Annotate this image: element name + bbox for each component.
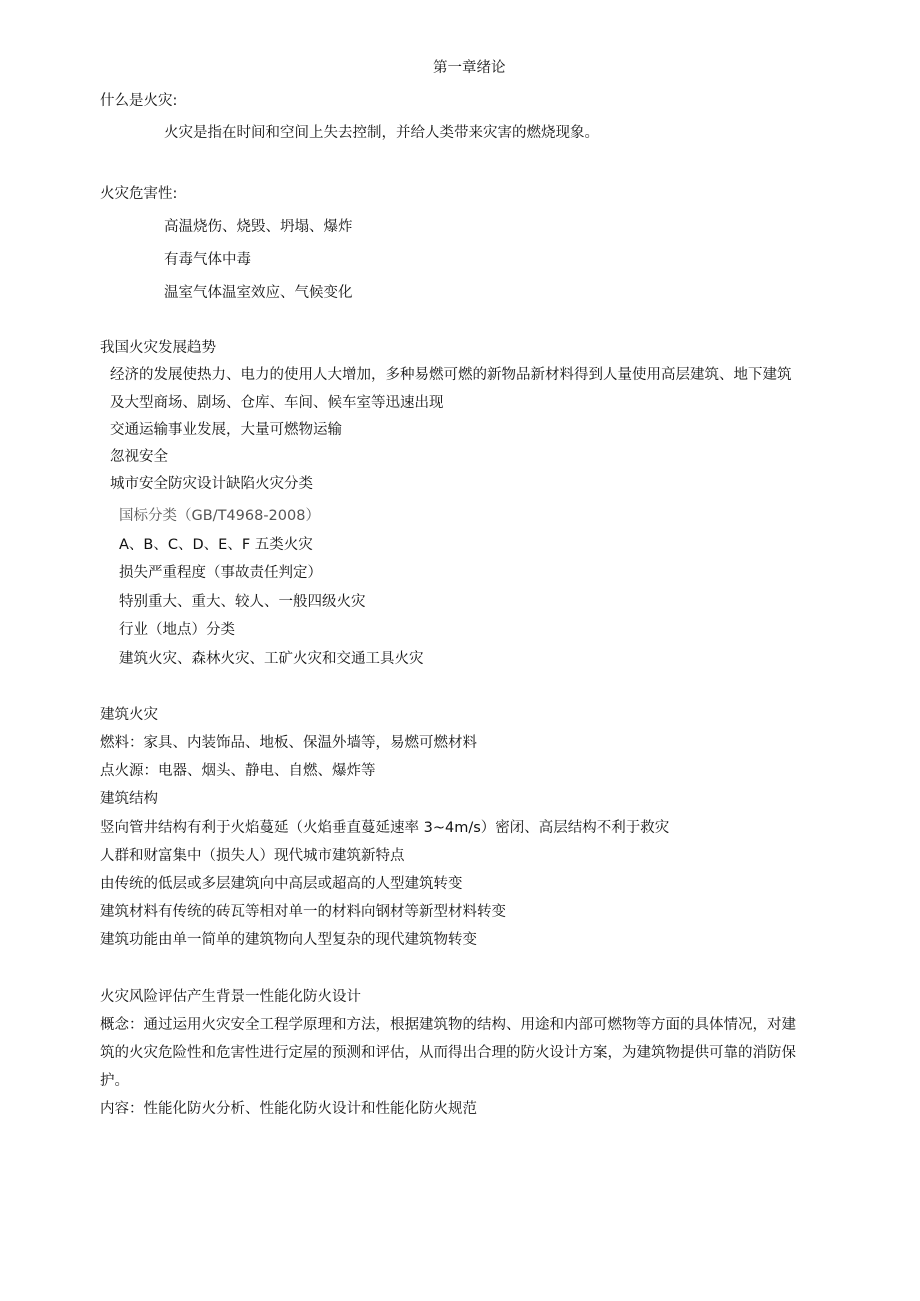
paragraph-line: 建筑结构 [100, 791, 158, 807]
paragraph-line: 火灾是指在时间和空间上失去控制，并给人类带来灾害的燃烧现象。 [164, 125, 599, 141]
classification-line: 国标分类（GB/T4968-2008） [119, 508, 320, 524]
paragraph-line: 由传统的低层或多层建筑向中高层或超高的人型建筑转变 [100, 876, 463, 892]
paragraph-line: 点火源：电器、烟头、静电、自燃、爆炸等 [100, 763, 376, 779]
list-item: 有毒气体中毒 [164, 252, 251, 268]
section-heading: 建筑火灾 [100, 707, 158, 723]
paragraph-line: 概念：通过运用火灾安全工程学原理和方法，根据建筑物的结构、用途和内部可燃物等方面的具体情况，对建 [100, 1017, 796, 1033]
paragraph-line: 人群和财富集中（损失人）现代城市建筑新特点 [100, 848, 405, 864]
classification-line: 行业（地点）分类 [119, 622, 235, 638]
paragraph-line: 燃料：家具、内装饰品、地板、保温外墙等，易燃可燃材料 [100, 735, 477, 751]
section-heading: 我国火灾发展趋势 [100, 340, 216, 356]
section-heading: 火灾危害性: [100, 186, 178, 202]
paragraph-line: 护。 [100, 1073, 129, 1089]
paragraph-line: 建筑材料有传统的砖瓦等相对单一的材料向钢材等新型材料转变 [100, 904, 506, 920]
list-item: 温室气体温室效应、气候变化 [164, 285, 353, 301]
list-item: 高温烧伤、烧毁、坍塌、爆炸 [164, 219, 353, 235]
paragraph-line: 城市安全防灾设计缺陷火灾分类 [110, 476, 313, 492]
paragraph-line: 竖向管井结构有利于火焰蔓延（火焰垂直蔓延速率 3~4m/s）密闭、高层结构不利于救灾 [100, 820, 670, 836]
classification-line: A、B、C、D、E、F 五类火灾 [119, 537, 313, 553]
section-heading: 什么是火灾: [100, 93, 178, 109]
paragraph-line: 交通运输事业发展，大量可燃物运输 [110, 422, 342, 438]
paragraph-line: 筑的火灾危险性和危害性进行定屋的预测和评估，从而得出合理的防火设计方案，为建筑物提供可靠的消防保 [100, 1045, 796, 1061]
paragraph-line: 经济的发展使热力、电力的使用人大增加，多种易燃可燃的新物品新材料得到人量使用高层建筑、地下建筑 [110, 367, 792, 383]
paragraph-line: 忽视安全 [110, 449, 168, 465]
section-heading: 火灾风险评估产生背景一性能化防火设计 [100, 989, 361, 1005]
classification-line: 特别重大、重大、较人、一般四级火灾 [119, 594, 366, 610]
classification-line: 损失严重程度（事故责任判定） [119, 565, 322, 581]
classification-line: 建筑火灾、森林火灾、工矿火灾和交通工具火灾 [119, 651, 424, 667]
paragraph-line: 内容：性能化防火分析、性能化防火设计和性能化防火规范 [100, 1101, 477, 1117]
paragraph-line: 及大型商场、剧场、仓库、车间、候车室等迅速出现 [110, 395, 444, 411]
chapter-title: 第一章绪论 [433, 60, 506, 76]
paragraph-line: 建筑功能由单一简单的建筑物向人型复杂的现代建筑物转变 [100, 932, 477, 948]
